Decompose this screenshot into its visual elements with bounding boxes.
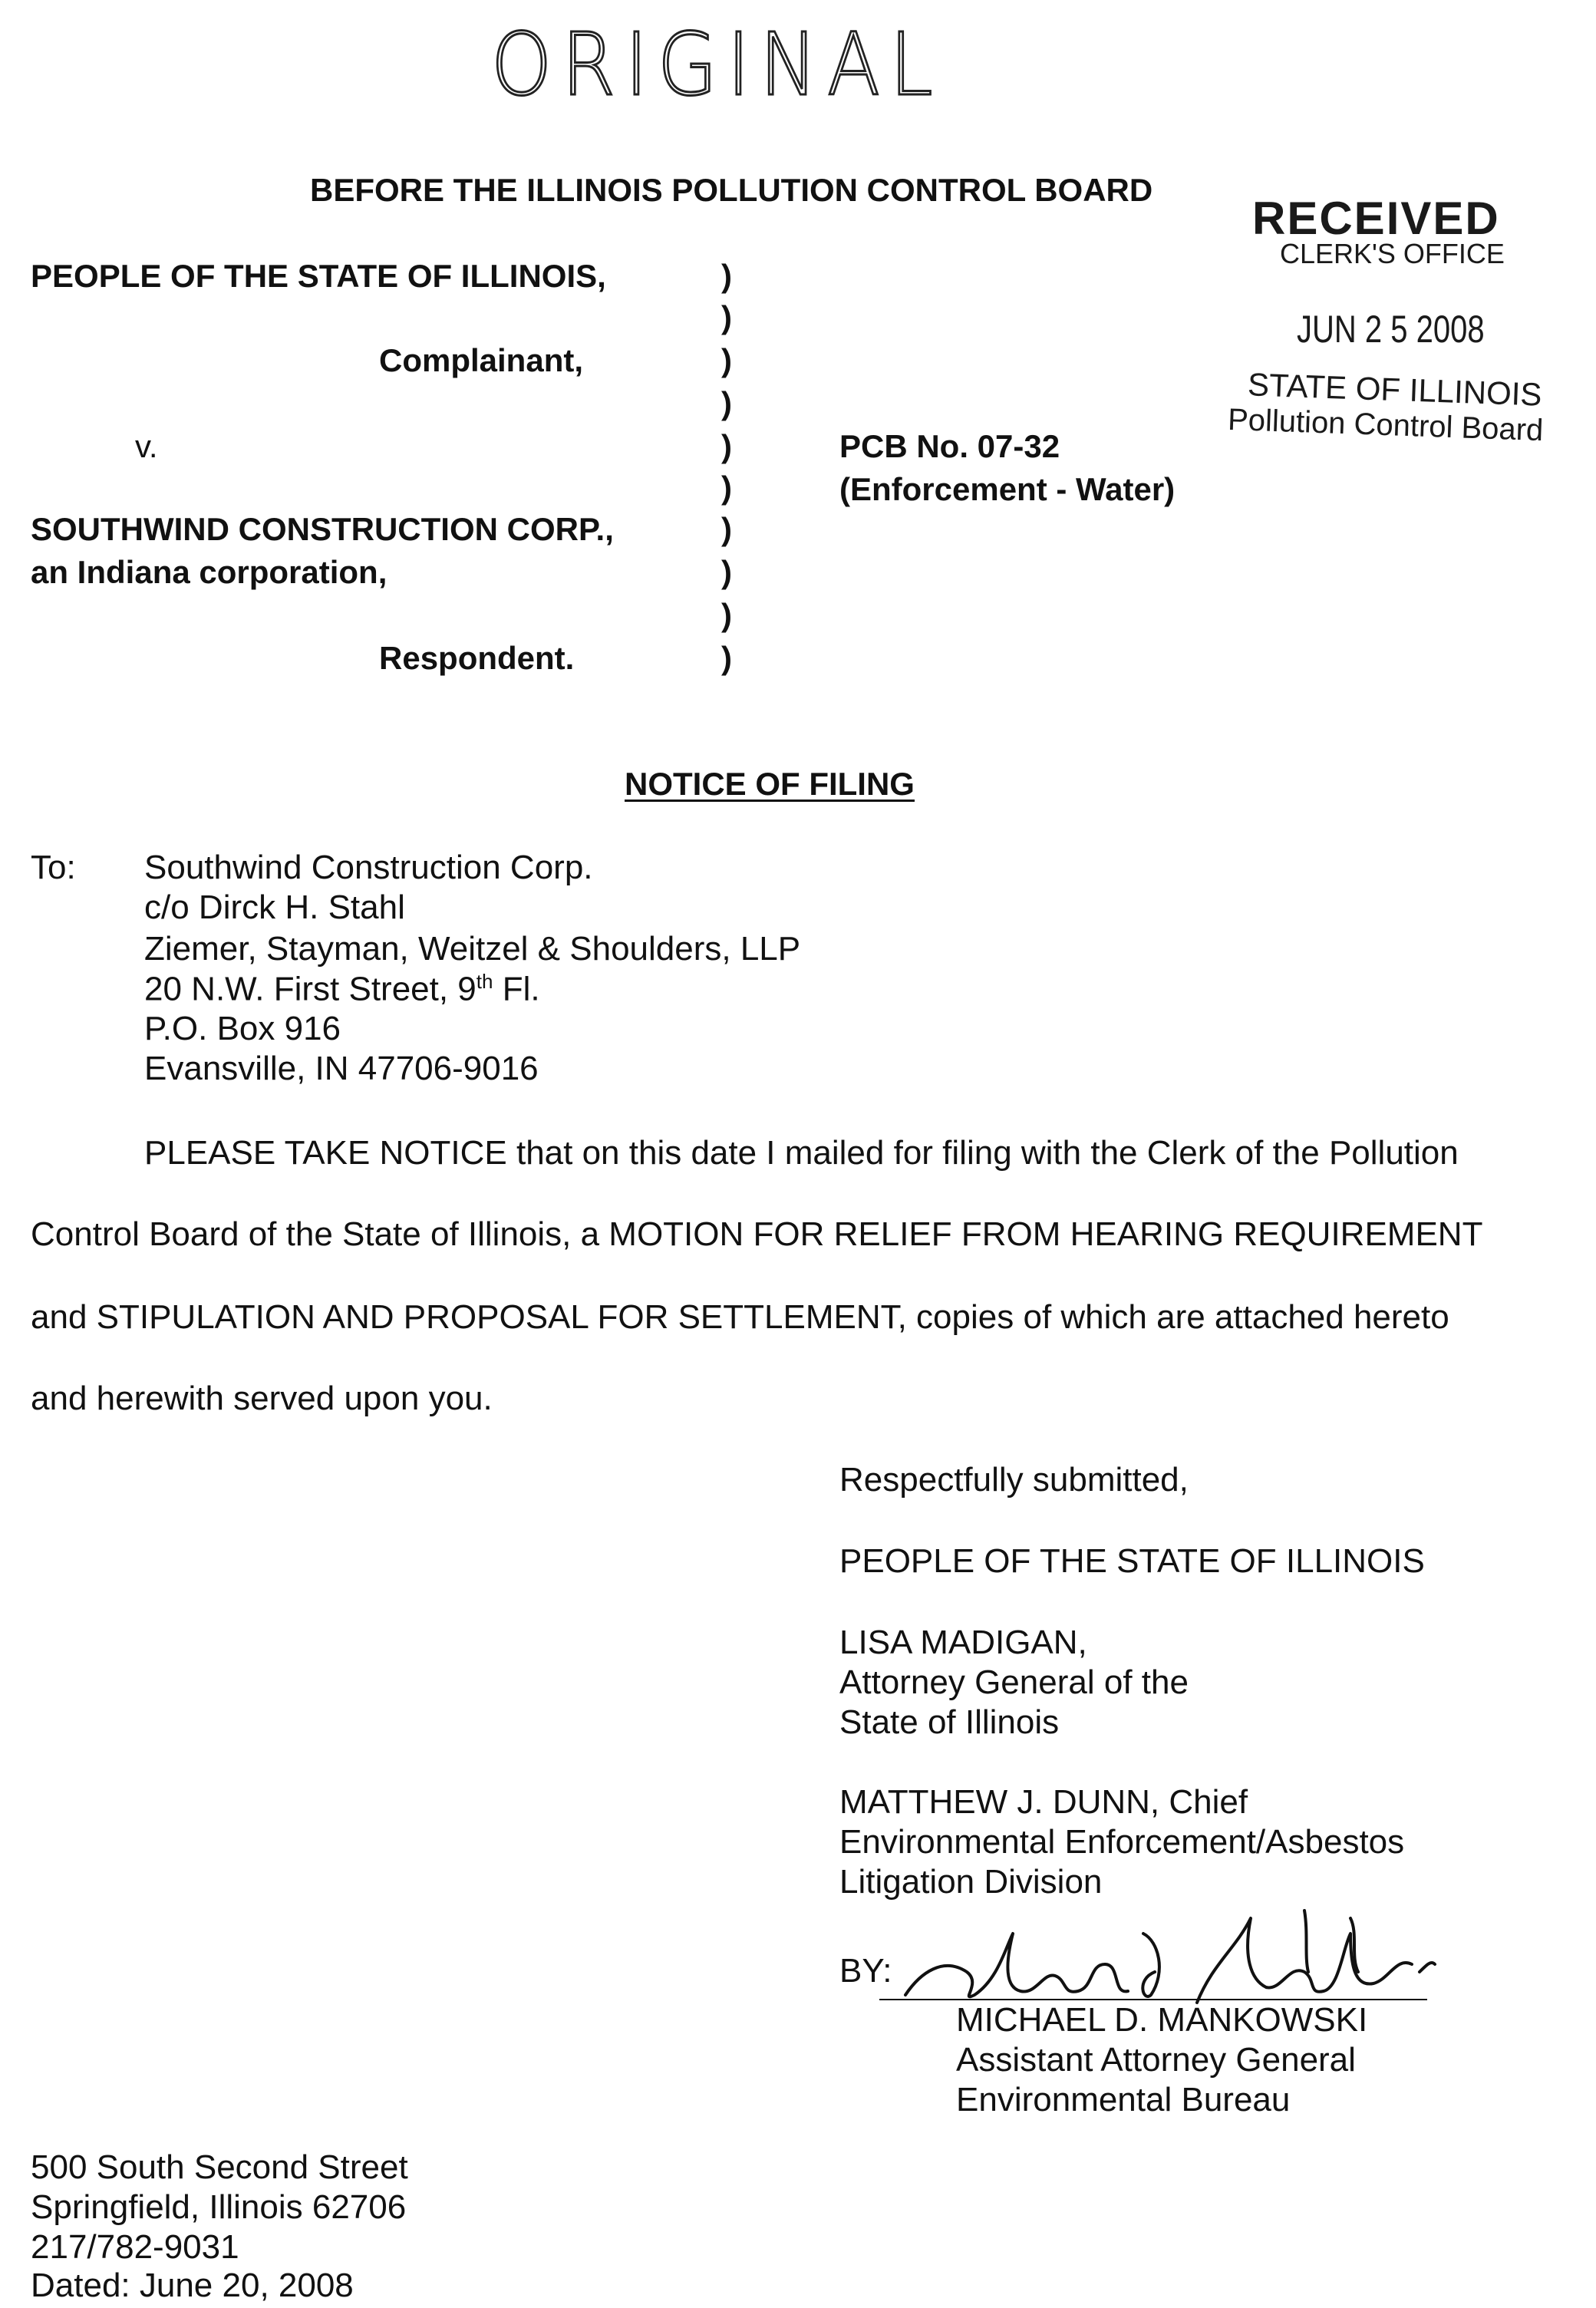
body-line: Control Board of the State of Illinois, a MOTION FOR RELIEF FROM HEARING REQUIREMENT [31,1215,1483,1253]
footer-date: Dated: June 20, 2008 [31,2267,354,2304]
paren-mark: ) [721,428,732,464]
versus-label: v. [135,428,158,464]
by-label: BY: [839,1952,892,1990]
case-type: (Enforcement - Water) [839,471,1176,507]
respondent-description: an Indiana corporation, [31,554,387,590]
chief-name: MATTHEW J. DUNN, Chief [839,1783,1248,1821]
to-label: To: [31,849,76,886]
attorney-general-name: LISA MADIGAN, [839,1624,1087,1661]
paren-mark: ) [721,640,732,676]
address-street: 20 N.W. First Street, 9 [144,970,476,1008]
address-floor: Fl. [493,970,540,1008]
complainant-role: Complainant, [379,342,584,378]
footer-phone: 217/782-9031 [31,2228,239,2266]
paren-mark: ) [721,511,732,547]
body-line: PLEASE TAKE NOTICE that on this date I mailed for filing with the Clerk of the Pollution [144,1134,1459,1172]
received-date: JUN 2 5 2008 [1297,308,1485,351]
address-line: P.O. Box 916 [144,1010,341,1047]
address-superscript: th [476,970,493,993]
address-line: Southwind Construction Corp. [144,849,593,886]
body-line: and herewith served upon you. [31,1380,493,1417]
complainant-name: PEOPLE OF THE STATE OF ILLINOIS, [31,258,606,294]
paren-mark: ) [721,385,732,421]
original-stamp [491,15,993,115]
address-line: Ziemer, Stayman, Weitzel & Shoulders, LLP [144,930,801,968]
signer-name: MICHAEL D. MANKOWSKI [956,2001,1368,2039]
closing: Respectfully submitted, [839,1461,1189,1499]
pollution-control-board-label: Pollution Control Board [1227,402,1545,448]
address-line [144,970,540,1009]
notice-heading: NOTICE OF FILING [625,766,915,802]
signer-title: Assistant Attorney General [956,2041,1356,2079]
paren-mark: ) [721,258,732,294]
respondent-name: SOUTHWIND CONSTRUCTION CORP., [31,511,614,547]
clerks-office-label: CLERK'S OFFICE [1280,238,1505,269]
chief-title: Litigation Division [839,1863,1103,1901]
chief-title: Environmental Enforcement/Asbestos [839,1823,1405,1861]
address-line: c/o Dirck H. Stahl [144,889,405,926]
footer-address: Springfield, Illinois 62706 [31,2188,407,2226]
paren-mark: ) [721,299,732,335]
paren-mark: ) [721,470,732,506]
paren-mark: ) [721,554,732,590]
state-of-illinois-label: STATE OF ILLINOIS [1247,366,1543,413]
address-line: Evansville, IN 47706-9016 [144,1050,539,1087]
respondent-role: Respondent. [379,640,575,676]
footer-address: 500 South Second Street [31,2148,408,2186]
party-name: PEOPLE OF THE STATE OF ILLINOIS [839,1542,1425,1580]
signer-title: Environmental Bureau [956,2081,1291,2118]
attorney-general-title: Attorney General of the [839,1663,1189,1701]
paren-mark: ) [721,597,732,633]
body-line: and STIPULATION AND PROPOSAL FOR SETTLEMENT, copies of which are attached hereto [31,1298,1449,1336]
original-stamp-text: ORIGINAL [491,15,943,115]
handwritten-signature [890,1888,1443,2018]
board-title: BEFORE THE ILLINOIS POLLUTION CONTROL BOARD [310,172,1153,208]
received-label: RECEIVED [1252,193,1500,244]
case-number: PCB No. 07-32 [839,428,1060,464]
attorney-general-title: State of Illinois [839,1703,1060,1741]
paren-mark: ) [721,342,732,378]
